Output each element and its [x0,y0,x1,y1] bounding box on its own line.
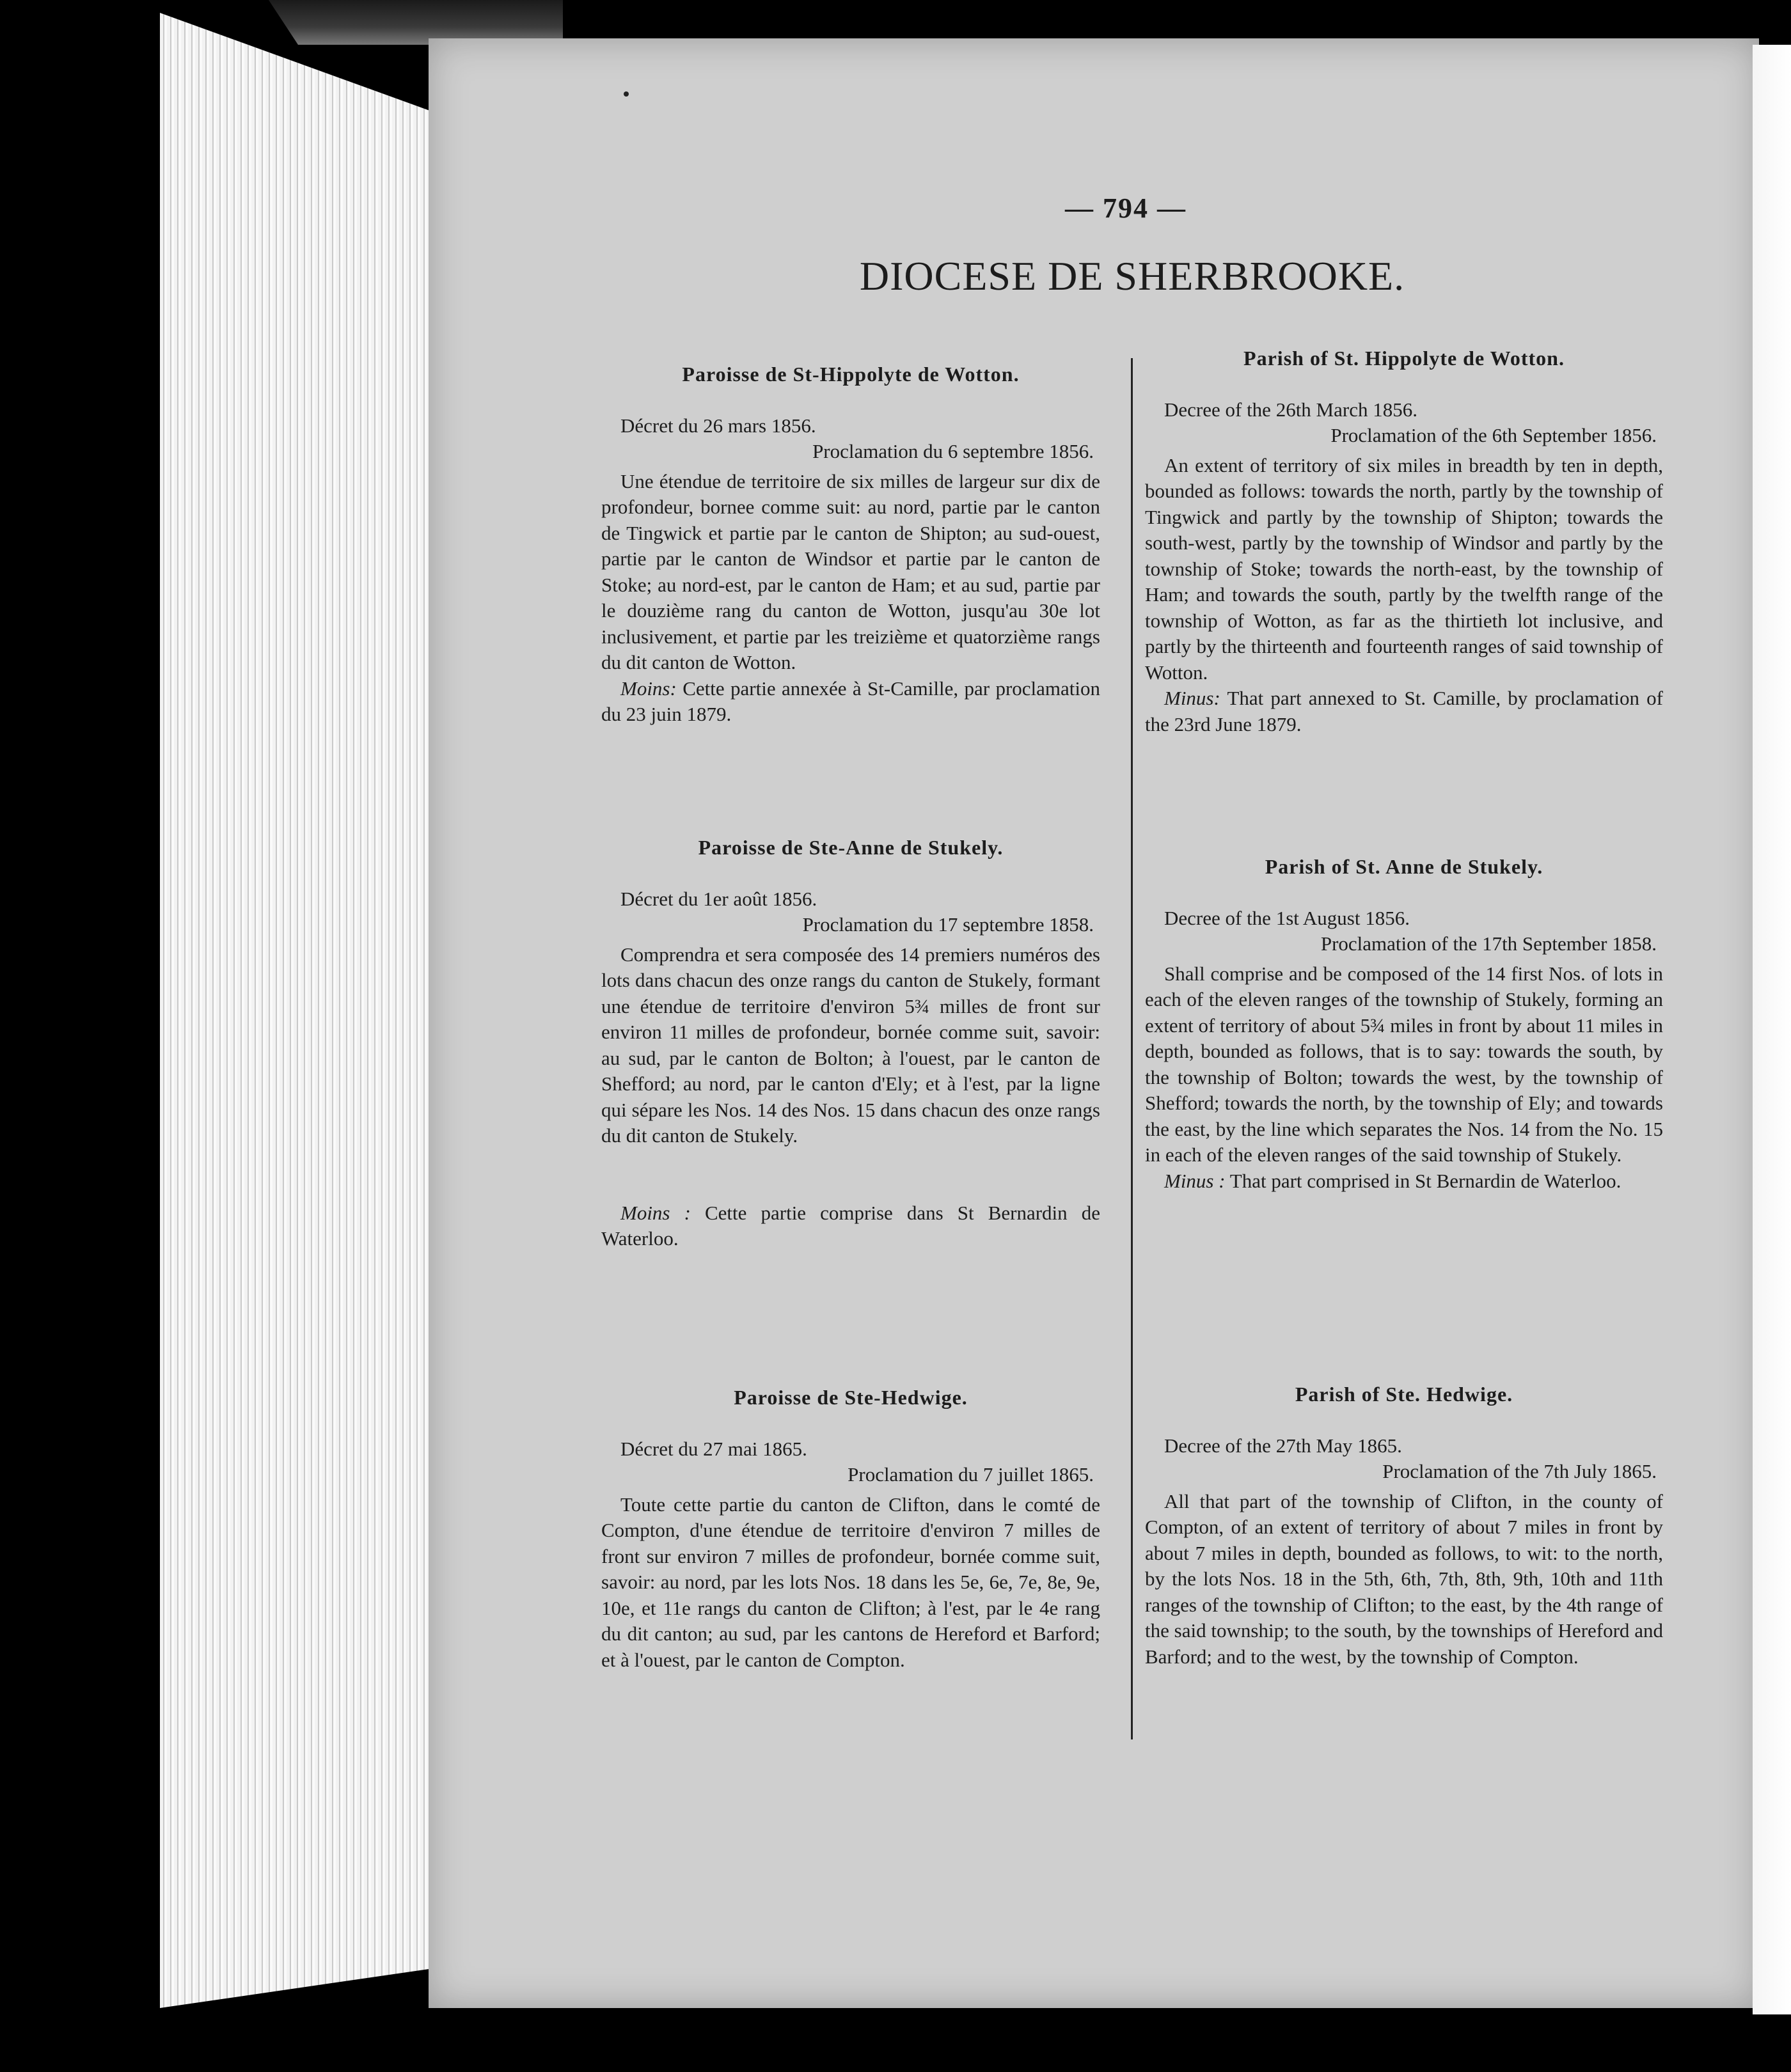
decree-line: Décret du 1er août 1856. [620,887,817,910]
section-st-hippolyte-fr [601,361,1100,728]
proclamation-line: Proclamation of the 7th July 1865. [1382,1460,1657,1482]
section-heading: Parish of St. Hippolyte de Wotton. [1243,347,1565,370]
section-body: Shall comprise and be composed of the 14 first Nos. of lots in each of the eleven ranges of the township of Stukely, forming an extent of territory of about 5¾ miles in front by about 11 miles in depth, bounded as follows, that is to say: towards the south, by the township of Bolton; towards the west, by the township of Shefford; towards the north, by the township of Ely; and towards the east, by the line which separates the Nos. 14 from the No. 15 in each of the eleven ranges of the said township of Stukely. [1145,962,1663,1166]
minus-text: That part annexed to St. Camille, by proclamation of the 23rd June 1879. [1145,687,1663,735]
section-st-hippolyte-en [1145,345,1663,737]
minus-note [601,676,1100,728]
minus-note [601,1200,1100,1252]
decree-line: Decree of the 27th May 1865. [1164,1434,1402,1457]
minus-note [1145,686,1663,737]
section-body: All that part of the township of Clifton, in the county of Compton, of an extent of territory of about 7 miles in front by about 7 miles in depth, bounded as follows, to wit: to the north, by the lots Nos. 18 in the 5th, 6th, 7th, 8th, 9th, 10th and 11th ranges of the township of Clifton; to the east, by the 4th range of the said township; to the south, by the townships of Hereford and Barford; and to the west, by the township of Compton. [1145,1489,1663,1668]
proclamation-line: Proclamation du 17 septembre 1858. [802,913,1094,936]
section-body: Comprendra et sera composée des 14 premiers numéros des lots dans chacun des onze rangs du canton de Stukely, formant une étendue de territoire d'environ 5¾ milles de front sur environ 11 milles de profondeur, bornée comme suit, savoir: au sud, par le canton de Bolton; à l'ouest, par le canton de Shefford; au nord, par le canton d'Ely; et à l'est, par la ligne qui sépare les Nos. 14 des Nos. 15 dans chacun des onze rangs du dit canton de Stukely. [601,943,1100,1147]
minus-label: Minus : [1164,1169,1226,1192]
decree-line: Decree of the 26th March 1856. [1164,398,1417,421]
page-number: — 794 — [1065,192,1187,224]
minus-text: That part comprised in St Bernardin de Waterloo. [1229,1169,1621,1192]
minus-note [1145,1168,1663,1195]
decree-line: Decree of the 1st August 1856. [1164,906,1410,929]
proclamation-line: Proclamation of the 17th September 1858. [1320,932,1657,955]
section-heading: Paroisse de St-Hippolyte de Wotton. [682,363,1020,386]
section-heading: Parish of Ste. Hedwige. [1295,1383,1513,1406]
decree-line: Décret du 26 mars 1856. [620,414,816,437]
minus-label: Moins : [620,1201,691,1224]
minus-text: Cette partie annexée à St-Camille, par proclamation du 23 juin 1879. [601,677,1101,725]
minus-label: Moins: [620,677,677,700]
section-heading: Parish of St. Anne de Stukely. [1265,855,1543,878]
section-body: An extent of territory of six miles in breadth by ten in depth, bounded as follows: towards the north, partly by the township of Tingwick and partly by the township of Shipton; towards the south-west, partly by the township of Windsor and partly by the township of Stoke; towards the north-east, by the township of Ham; and towards the south, partly by the twelfth range of the township of Wotton, as far as the thirtieth lot inclusive, and partly by the thirteenth and fourteenth ranges of said township of Wotton. [1145,453,1663,684]
section-st-anne-en [1145,854,1663,1194]
section-body: Toute cette partie du canton de Clifton, dans le comté de Compton, d'une étendue de territoire d'environ 7 milles de front sur environ 7 milles de profondeur, bornée comme suit, savoir: au nord, par les lots Nos. 18 dans les 5e, 6e, 7e, 8e, 9e, 10e, et 11e rangs du canton de Clifton; à l'est, par le 4e rang du dit canton; au sud, par les cantons de Hereford et Barford; et à l'ouest, par le canton de Compton. [601,1493,1100,1671]
proclamation-line: Proclamation of the 6th September 1856. [1330,424,1657,446]
section-ste-hedwige-fr [601,1385,1100,1673]
ink-dot [624,91,629,97]
section-ste-anne-fr [601,835,1100,1252]
section-heading: Paroisse de Ste-Anne de Stukely. [698,836,1004,859]
page-right-edge [1753,45,1791,2014]
minus-label: Minus: [1164,687,1220,709]
proclamation-line: Proclamation du 6 septembre 1856. [812,440,1094,462]
column-divider [1131,358,1133,1739]
proclamation-line: Proclamation du 7 juillet 1865. [848,1463,1094,1486]
diocese-title: DIOCESE DE SHERBROOKE. [859,253,1405,299]
book-page-stack [160,13,435,2008]
decree-line: Décret du 27 mai 1865. [620,1437,807,1460]
section-heading: Paroisse de Ste-Hedwige. [734,1386,968,1409]
section-ste-hedwige-en [1145,1381,1663,1670]
minus-text: Cette partie comprise dans St Bernardin de Waterloo. [601,1201,1101,1250]
section-body: Une étendue de territoire de six milles de largeur sur dix de profondeur, bornee comme suit: au nord, partie par le canton de Tingwick et partie par le canton de Shipton; au sud-ouest, partie par le canton de Windsor et partie par le canton de Stoke; au nord-est, par le canton de Ham; et au sud, partie par le douzième rang du canton de Wotton, jusqu'au 30e lot inclusivement, et partie par les treizième et quatorzième rangs du dit canton de Wotton. [601,469,1100,673]
